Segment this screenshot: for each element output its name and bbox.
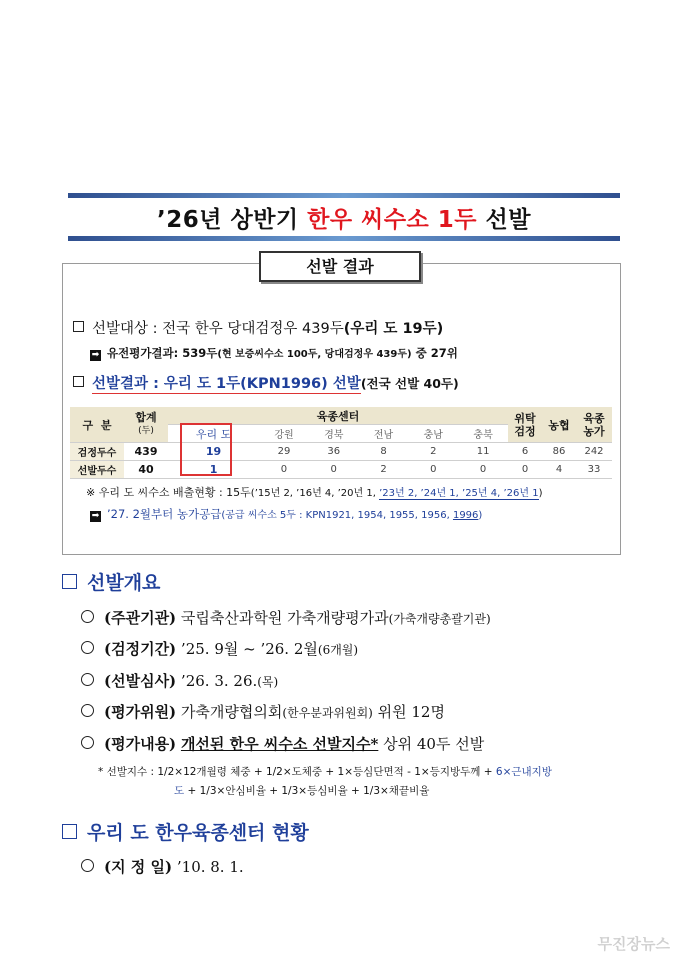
circle-bullet-icon <box>81 859 94 872</box>
table-center-header: 충남 <box>408 425 458 443</box>
table-center-header: 전남 <box>359 425 409 443</box>
result-line: 선발결과 : 우리 도 1두(KPN1996) 선발(전국 선발 40두) <box>73 372 459 393</box>
circle-bullet-icon <box>81 704 94 717</box>
overview-item: (주관기관) 국립축산과학원 가축개량평가과(가축개량총괄기관) <box>81 607 491 628</box>
index-footnote-cont: 도 + 1/3×안심비율 + 1/3×등심비율 + 1/3×채끝비율 <box>174 785 430 797</box>
watermark-logo: 무진장뉴스 <box>597 935 670 953</box>
genetic-line: ➡ 유전평가결과: 539두(현 보증씨수소 100두, 당대검정우 439두) 중 27위 <box>91 346 458 360</box>
table-center-header: 충북 <box>458 425 508 443</box>
banner-bottom-bar <box>68 236 620 241</box>
title-highlight: 한우 씨수소 1두 <box>307 207 477 233</box>
circle-bullet-icon <box>81 641 94 654</box>
circle-bullet-icon <box>81 736 94 749</box>
selection-table <box>70 407 612 479</box>
table-row: 선발두수 40 1 0 0 2 0 0 0 4 33 <box>70 461 612 479</box>
arrow-box-icon: ➡ <box>91 350 100 360</box>
hollow-square-icon <box>62 824 77 839</box>
table-center-header: 강원 <box>259 425 309 443</box>
overview-item: (검정기간) ’25. 9월 ~ ’26. 2월(6개월) <box>81 638 358 659</box>
index-footnote: * 선발지수 : 1/2×12개월령 체중 + 1/2×도체중 + 1×등심단면적 - 1×등지방두께 + 6×근내지방 <box>98 766 552 778</box>
table-center-header: 경북 <box>309 425 359 443</box>
hollow-square-icon <box>62 574 77 589</box>
table-center-header: 우리 도 <box>168 425 259 443</box>
section-title-center: 우리 도 한우육종센터 현황 <box>62 818 309 845</box>
overview-item: (평가위원) 가축개량협의회(한우분과위원회) 위원 12명 <box>81 701 445 722</box>
page-title: ’26년 상반기 한우 씨수소 1두 선발 <box>157 207 531 233</box>
center-item: (지 정 일) ’10. 8. 1. <box>81 856 244 877</box>
release-note: ※ 우리 도 씨수소 배출현황 : 15두(’15년 2, ’16년 4, ’20년 1, ’23년 2, ’24년 1, ’25년 4, ’26년 1) <box>86 486 543 499</box>
table-center-group: 육종센터 <box>168 407 508 425</box>
result-box-label: 선발 결과 <box>259 251 421 282</box>
target-line: 선발대상 : 전국 한우 당대검정우 439두(우리 도 19두) <box>73 317 443 338</box>
table-row: 검정두수 439 19 29 36 8 2 11 6 86 242 <box>70 443 612 461</box>
table-consign-header: 위탁 검정 <box>508 407 542 443</box>
supply-line: ➡ ’27. 2월부터 농가공급(공급 씨수소 5두 : KPN1921, 1954, 1955, 1956, 1996) <box>91 507 483 521</box>
circle-bullet-icon <box>81 673 94 686</box>
arrow-box-icon: ➡ <box>91 511 100 521</box>
title-banner <box>68 193 620 241</box>
table-total-header: 합계 (두) <box>124 407 168 443</box>
overview-item: (선발심사) ’26. 3. 26.(목) <box>81 670 278 691</box>
section-title-overview: 선발개요 <box>62 568 160 595</box>
table-breeder-header: 육종 농가 <box>576 407 612 443</box>
highlight-box <box>180 423 232 476</box>
overview-item: (평가내용) 개선된 한우 씨수소 선발지수* 상위 40두 선발 <box>81 733 484 754</box>
circle-bullet-icon <box>81 610 94 623</box>
square-bullet-icon <box>73 376 84 387</box>
square-bullet-icon <box>73 321 84 332</box>
table-col-label: 구 분 <box>70 407 124 443</box>
banner-top-bar <box>68 193 620 198</box>
table-nonghyup-header: 농협 <box>542 407 576 443</box>
